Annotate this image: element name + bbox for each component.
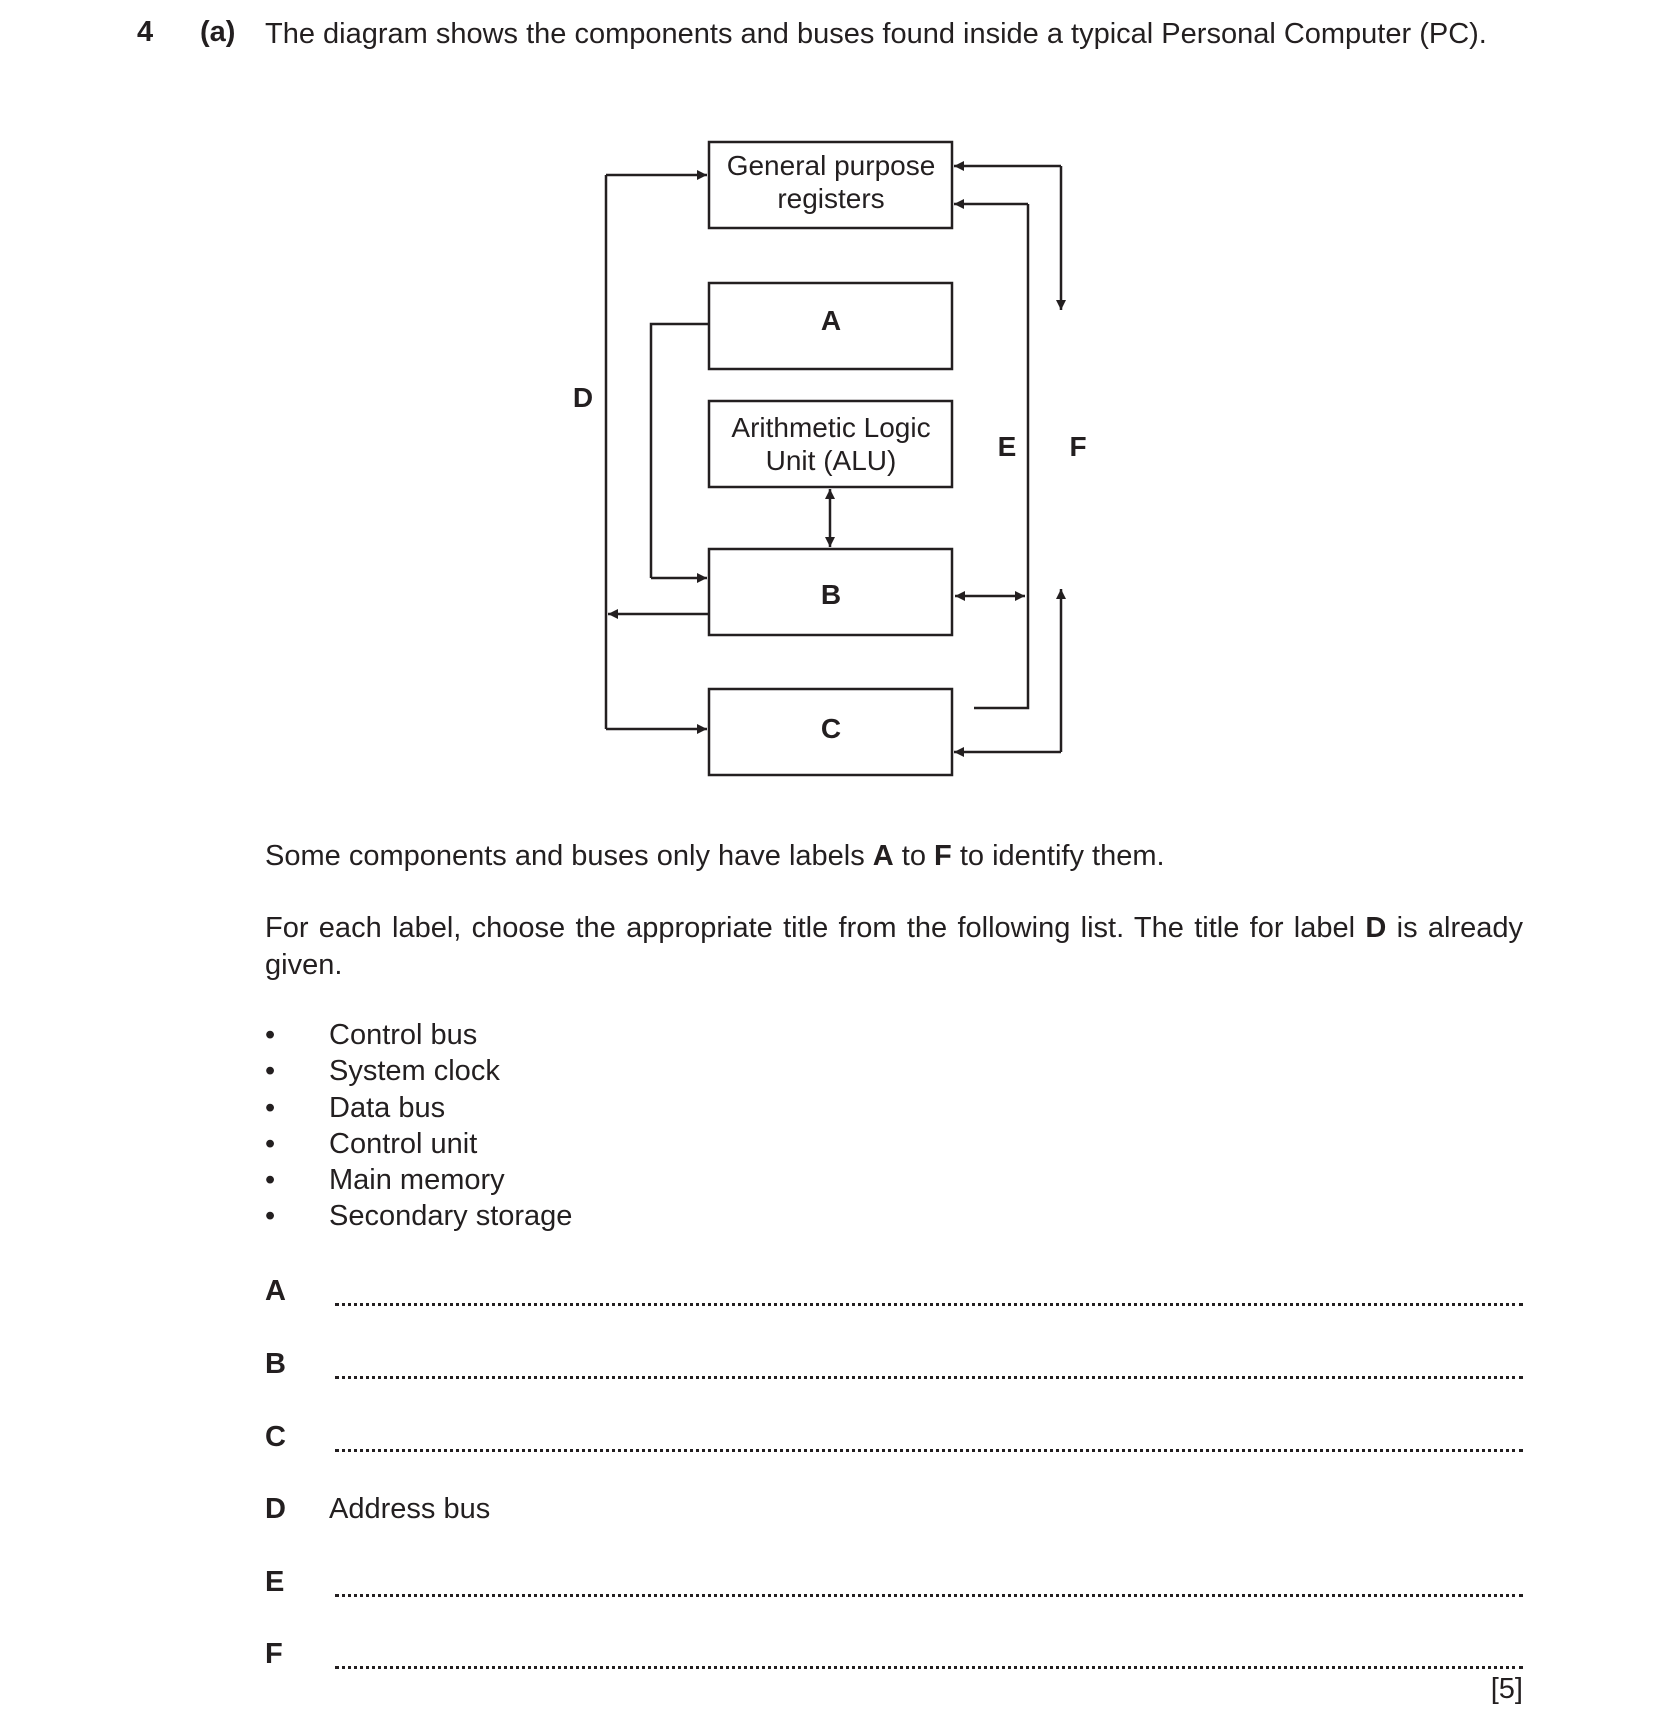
answer-line-a[interactable] [335,1303,1523,1306]
answer-row-f [265,1638,1523,1678]
answer-label: C [265,1421,286,1453]
alu-label-line1: Arithmetic Logic [731,412,931,443]
answer-row-a [265,1275,1523,1315]
answer-label: B [265,1348,286,1380]
list-item: • Control unit [265,1126,572,1162]
question-intro: The diagram shows the components and buses found inside a typical Personal Computer (PC). [265,18,1487,50]
title-options-list [265,1017,572,1235]
answer-label: E [265,1566,285,1598]
bullet-icon: • [265,1200,276,1233]
answer-line-b[interactable] [335,1376,1523,1379]
pc-components-diagram [0,0,1654,800]
answer-label: D [265,1493,286,1525]
registers-label-line2: registers [777,183,885,214]
bus-f-label: F [1069,431,1087,462]
bus-d [606,175,709,729]
bullet-icon: • [265,1055,276,1088]
question-part: (a) [200,16,236,48]
marks-allocation: [5] [1490,1673,1523,1705]
bus-e-label: E [997,431,1017,462]
box-c-label: C [820,713,842,744]
list-item: • System clock [265,1053,572,1089]
bus-d-label: D [572,382,594,413]
list-item: • Secondary storage [265,1198,572,1234]
bus-e [954,204,1028,708]
answer-line-c[interactable] [335,1449,1523,1452]
question-number: 4 [137,16,154,48]
bullet-icon: • [265,1091,276,1124]
alu-label-line2: Unit (ALU) [765,445,897,476]
list-item: • Control bus [265,1017,572,1053]
given-answer-d: Address bus [329,1493,491,1525]
answer-row-d [265,1493,1523,1533]
list-item: • Main memory [265,1162,572,1198]
bullet-icon: • [265,1019,276,1051]
instruction-paragraph-2: For each label, choose the appropriate title from the following list. The title for label D is already given. [265,912,1524,981]
bullet-icon: • [265,1127,276,1160]
answer-row-b [265,1348,1523,1388]
bullet-icon: • [265,1164,276,1197]
answer-label: A [265,1275,286,1307]
list-item: • Data bus [265,1090,572,1126]
box-a-label: A [820,305,842,336]
answer-line-e[interactable] [335,1594,1523,1597]
registers-label-line1: General purpose [726,150,936,181]
a-to-b-connection [651,324,709,578]
box-b-label: B [820,579,842,610]
answer-label: F [265,1638,283,1670]
answer-row-e [265,1566,1523,1606]
answer-row-c [265,1421,1523,1461]
answer-line-f[interactable] [335,1666,1523,1669]
instruction-paragraph-1: Some components and buses only have labels A to F to identify them. [265,840,1165,872]
